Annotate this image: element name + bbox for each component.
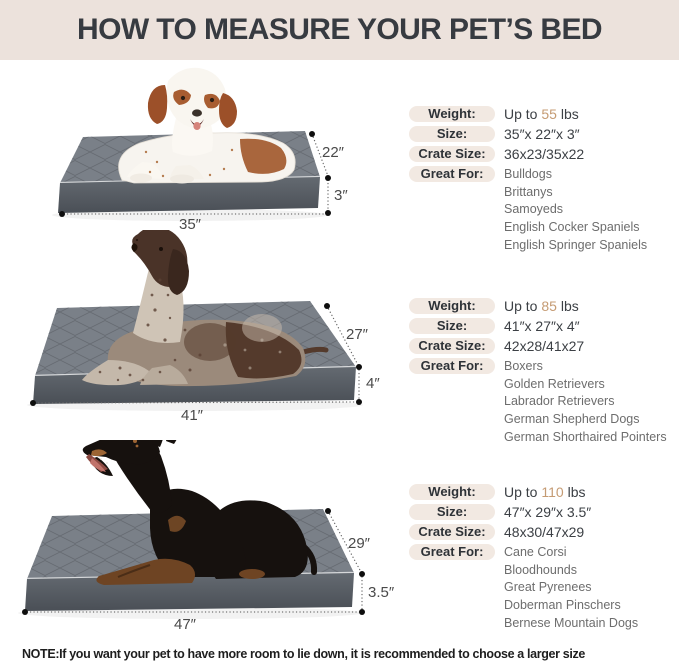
size-row (409, 504, 675, 520)
width-dimension-label: 35″ (179, 216, 201, 230)
crate-size-value: 48x30/47x29 (504, 524, 585, 540)
great-for-row (409, 166, 675, 255)
great-for-label: Great For: (409, 544, 495, 560)
breed-item: Brittanys (504, 184, 553, 199)
breed-item: Golden Retrievers (504, 376, 605, 391)
breed-list (504, 544, 638, 633)
size-label: Size: (409, 504, 495, 520)
breed-item: Samoyeds (504, 202, 564, 217)
page-header (0, 0, 679, 60)
breed-item: Doberman Pinschers (504, 598, 621, 613)
great-for-row (409, 544, 675, 633)
breed-item: English Springer Spaniels (504, 237, 648, 252)
size-row (409, 126, 675, 142)
breed-item: Bulldogs (504, 167, 552, 181)
weight-label: Weight: (409, 298, 495, 314)
breed-item: English Cocker Spaniels (504, 220, 640, 235)
breed-list (504, 166, 647, 255)
width-dimension-label: 41″ (181, 407, 203, 424)
bed-illustration-xlarge (0, 440, 400, 643)
size-value: 41″x 27″x 4″ (504, 318, 580, 334)
height-dimension-label: 4″ (366, 375, 380, 392)
weight-value: Up to 55 lbs (504, 106, 579, 122)
breed-item: Boxers (504, 359, 543, 373)
spec-table-medium (409, 106, 675, 259)
weight-row (409, 106, 675, 122)
weight-value: Up to 85 lbs (504, 298, 579, 314)
great-for-label: Great For: (409, 358, 495, 374)
breed-item: Bloodhounds (504, 562, 577, 577)
footer-note: NOTE:If you want your pet to have more room to lie down, it is recommended to choose a larger size (22, 647, 586, 661)
great-for-row (409, 358, 675, 447)
size-value: 47″x 29″x 3.5″ (504, 504, 592, 520)
crate-size-label: Crate Size: (409, 524, 495, 540)
page-title: HOW TO MEASURE YOUR PET’S BED (77, 13, 602, 46)
crate-size-label: Crate Size: (409, 146, 495, 162)
depth-dimension-label: 27″ (346, 326, 368, 343)
weight-row (409, 298, 675, 314)
crate-size-row (409, 524, 675, 540)
bed-illustration-medium (0, 62, 380, 230)
spec-table-large (409, 298, 675, 451)
size-value: 35″x 22″x 3″ (504, 126, 580, 142)
weight-label: Weight: (409, 106, 495, 122)
width-dimension-label: 47″ (174, 616, 196, 633)
breed-item: Labrador Retrievers (504, 394, 615, 409)
spec-table-xlarge (409, 484, 675, 637)
depth-dimension-label: 29″ (348, 535, 370, 552)
breed-item: Cane Corsi (504, 545, 567, 559)
size-label: Size: (409, 318, 495, 334)
weight-value: Up to 110 lbs (504, 484, 586, 500)
breed-item: German Shepherd Dogs (504, 412, 640, 427)
depth-dimension-label: 22″ (322, 144, 344, 161)
height-dimension-label: 3.5″ (368, 584, 395, 601)
bed-illustration-large (0, 230, 400, 440)
crate-size-row (409, 146, 675, 162)
breed-item: Great Pyrenees (504, 580, 592, 595)
crate-size-value: 36x23/35x22 (504, 146, 585, 162)
height-dimension-label: 3″ (334, 187, 348, 204)
breed-item: Bernese Mountain Dogs (504, 615, 639, 630)
weight-label: Weight: (409, 484, 495, 500)
crate-size-label: Crate Size: (409, 338, 495, 354)
size-row (409, 318, 675, 334)
crate-size-value: 42x28/41x27 (504, 338, 585, 354)
size-label: Size: (409, 126, 495, 142)
breed-list (504, 358, 667, 447)
crate-size-row (409, 338, 675, 354)
brittany-spaniel-dog-icon (119, 68, 296, 184)
great-for-label: Great For: (409, 166, 495, 182)
breed-item: German Shorthaired Pointers (504, 429, 667, 444)
weight-row (409, 484, 675, 500)
